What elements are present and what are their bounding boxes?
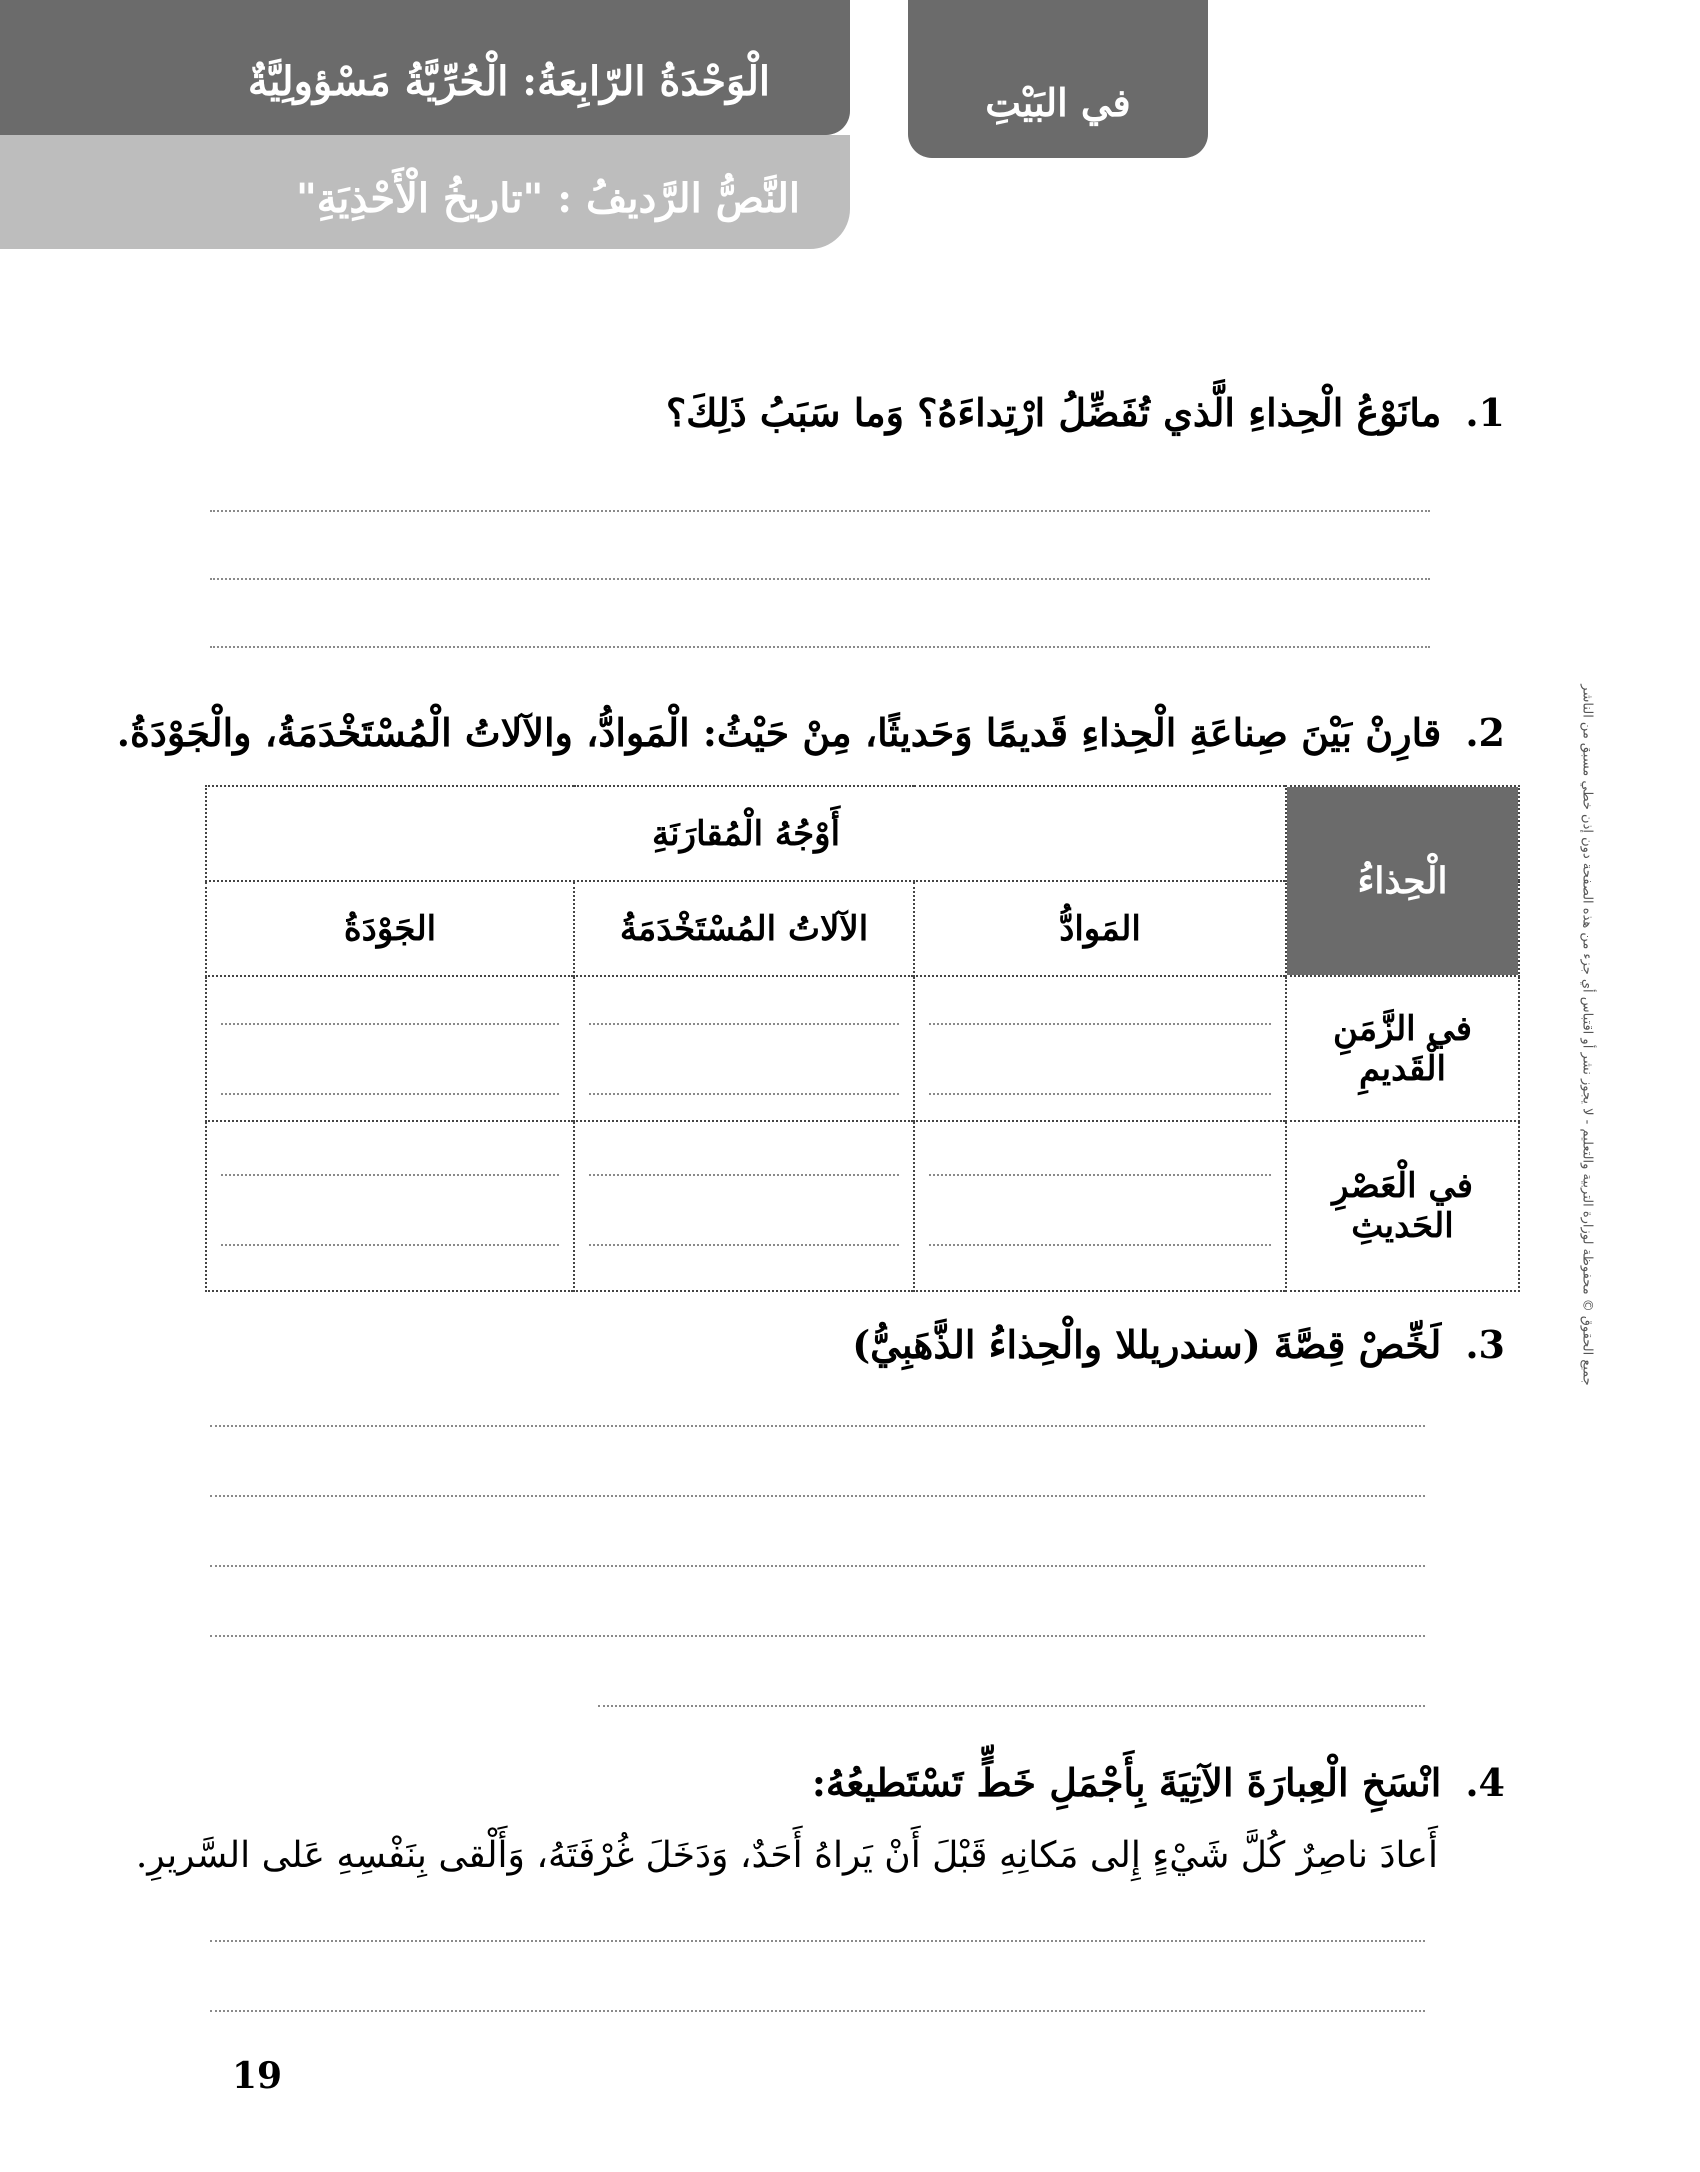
column-header-quality: الجَوْدَةُ	[206, 881, 574, 976]
question-number: 3.	[1465, 1322, 1505, 1367]
side-copyright-note	[1579, 385, 1595, 1685]
home-tab	[908, 0, 1208, 158]
table-cell-answer[interactable]	[206, 976, 574, 1121]
answer-line[interactable]	[598, 1705, 1425, 1707]
side-copyright-text: جميع الحقوق © محفوظة لوزارة التربية والتعليم - لا يجوز نشر أو اقتباس أي جزء من هذه الصفحة دون إذن خطي مسبق من الناشر	[1579, 684, 1595, 1386]
copy-sentence: أَعادَ ناصِرٌ كُلَّ شَيْءٍ إِلى مَكانِهِ قَبْلَ أَنْ يَراهُ أَحَدٌ، وَدَخَلَ غُرْفَتَهُ، وَأَلْقى بِنَفْسِهِ عَلى السَّريرِ.	[135, 1835, 1438, 1876]
question-text: قارِنْ بَيْنَ صِناعَةِ الْحِذاءِ قَديمًا وَحَديثًا، مِنْ حَيْثُ: الْمَوادُّ، والآلاتُ الْمُسْتَخْدَمَةُ، والْجَوْدَةُ.	[116, 710, 1442, 755]
table-cell-answer[interactable]	[574, 1121, 914, 1291]
answer-line[interactable]	[210, 2010, 1425, 2012]
question-number: 2.	[1465, 710, 1505, 755]
answer-line[interactable]	[210, 510, 1430, 512]
table-cell-answer[interactable]	[206, 1121, 574, 1291]
answer-line[interactable]	[210, 1940, 1425, 1942]
table-cell-answer[interactable]	[914, 976, 1286, 1121]
question-number: 4.	[1465, 1760, 1505, 1805]
answer-line[interactable]	[210, 646, 1430, 648]
question-3	[852, 1322, 1505, 1367]
answer-line[interactable]	[210, 1565, 1425, 1567]
answer-line[interactable]	[210, 1495, 1425, 1497]
question-text: انْسَخِ الْعِبارَةَ الآتِيَةَ بِأَجْمَلِ خَطٍّ تَسْتَطيعُهُ:	[811, 1760, 1442, 1805]
answer-line[interactable]	[210, 1635, 1425, 1637]
table-cell-answer[interactable]	[914, 1121, 1286, 1291]
text-banner	[0, 135, 850, 249]
comparison-table	[205, 785, 1520, 1292]
question-number: 1.	[1465, 390, 1505, 435]
column-header-materials: المَوادُّ	[914, 881, 1286, 976]
table-group-header: أَوْجُهُ الْمُقارَنَةِ	[206, 786, 1286, 881]
question-4	[812, 1760, 1505, 1805]
answer-line[interactable]	[210, 1425, 1425, 1427]
page-number: 19	[232, 2055, 283, 2097]
question-1	[666, 390, 1505, 435]
column-header-tools: الآلاتُ المُسْتَخْدَمَةُ	[574, 881, 914, 976]
question-text: مانَوْعُ الْحِذاءِ الَّذي تُفَضِّلُ ارْتِداءَهُ؟ وَما سَبَبُ ذَلِكَ؟	[665, 390, 1442, 435]
answer-line[interactable]	[210, 578, 1430, 580]
home-tab-label: في البَيْتِ	[985, 80, 1131, 125]
text-title: النَّصُّ الرَّديفُ : "تاريخُ الْأَحْذِيَةِ"	[295, 175, 800, 222]
unit-banner	[0, 0, 850, 135]
unit-title: الْوَحْدَةُ الرّابِعَةُ: الْحُرِّيَّةُ مَسْؤولِيَّةٌ	[247, 58, 770, 105]
table-cell-answer[interactable]	[574, 976, 914, 1121]
table-row-header: الْحِذاءُ	[1286, 786, 1519, 976]
question-text: لَخِّصْ قِصَّةَ (سندريللا والْحِذاءُ الذَّهَبِيُّ)	[852, 1322, 1442, 1367]
row-label-modern-times: في الْعَصْرِ الحَديثِ	[1286, 1121, 1519, 1291]
row-label-old-times: في الزَّمَنِ الْقَديمِ	[1286, 976, 1519, 1121]
question-2	[117, 710, 1505, 755]
